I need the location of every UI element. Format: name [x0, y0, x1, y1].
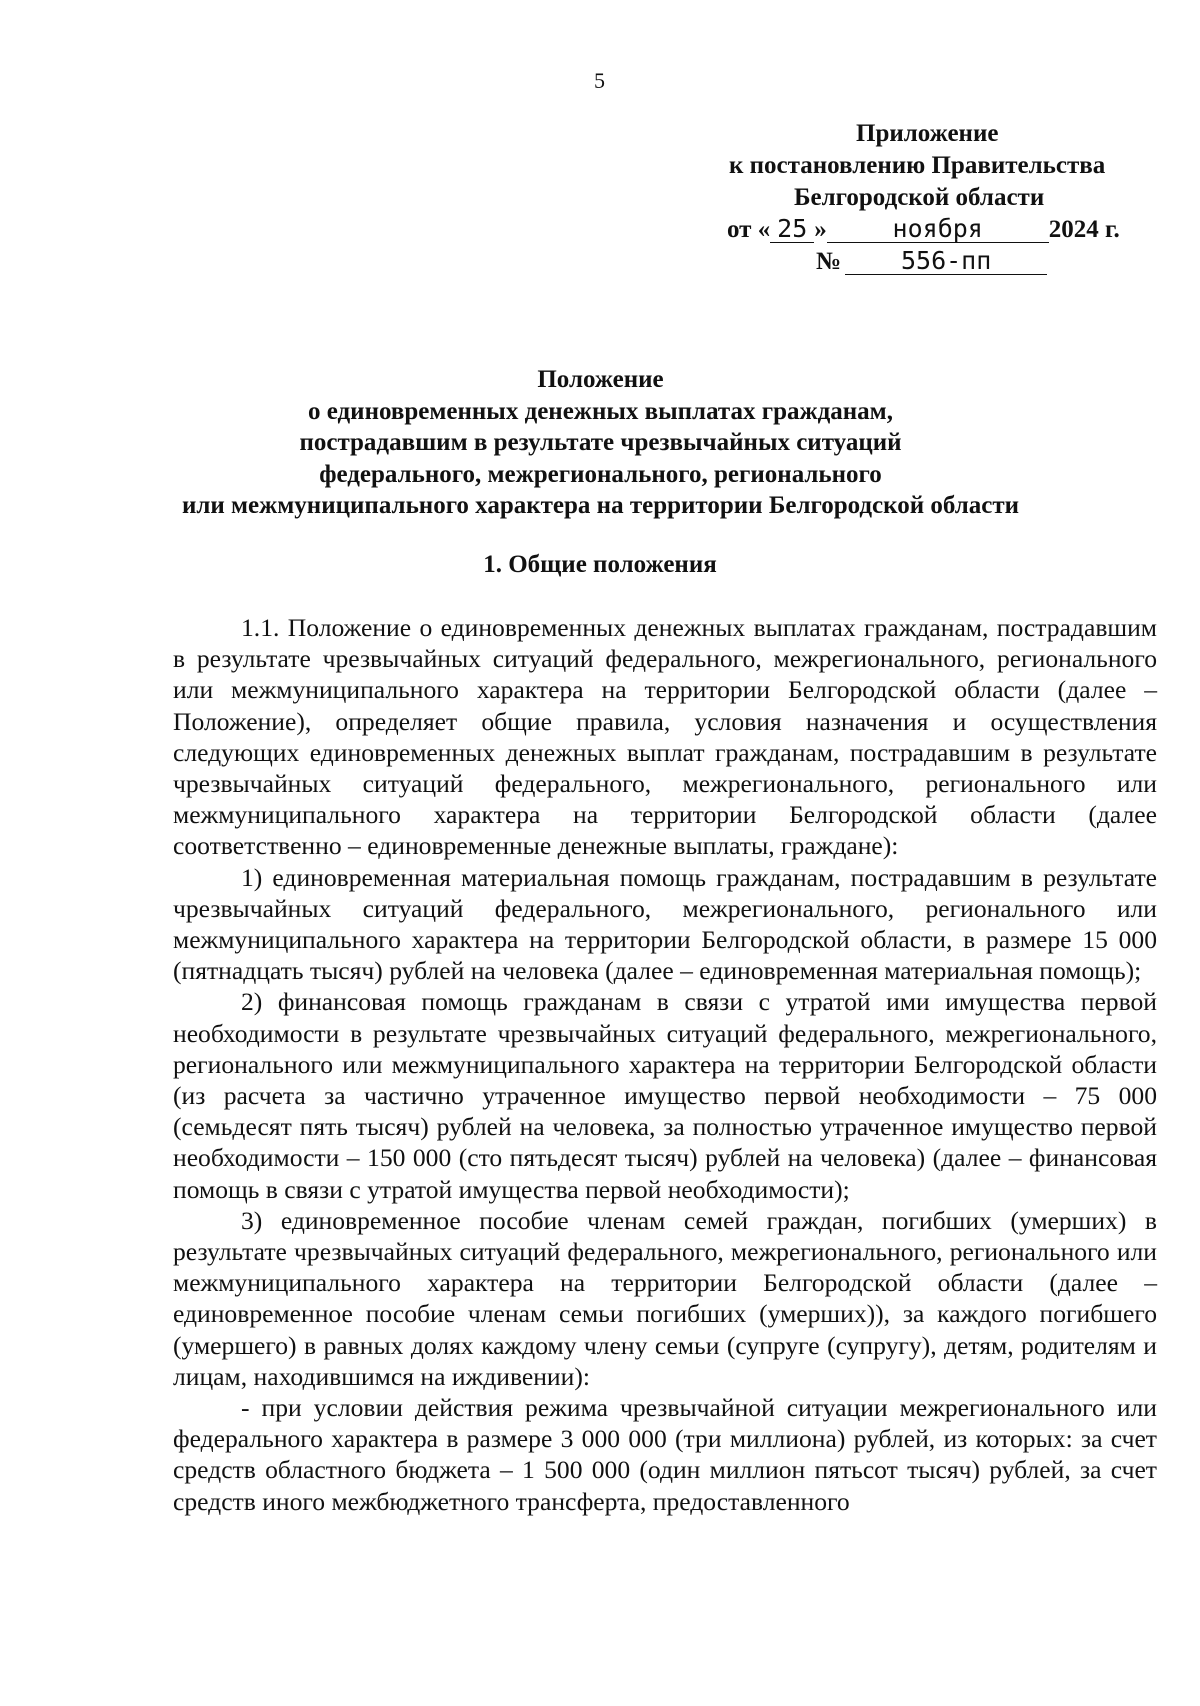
date-month: ноября	[827, 216, 1049, 243]
appendix-title: Приложение	[856, 120, 999, 147]
title-line-3: пострадавшим в результате чрезвычайных ситуаций	[299, 429, 902, 456]
number-value: 556-пп	[845, 248, 1047, 275]
list-item-3: 3) единовременное пособие членам семей граждан, погибших (умерших) в результате чрезвычайных ситуаций федерального, межрегионального, регионального или межмуниципального характера на территории Белгородской области (далее – единовременное пособие членам семьи погибших (умерших)), за каждого погибшего (умершего) в равных долях каждому члену семьи (супруге (супругу), детям, родителям и лицам, находившимся на иждивении):	[173, 1205, 1157, 1391]
list-item-1: 1) единовременная материальная помощь гражданам, пострадавшим в результате чрезвычайных ситуаций федерального, межрегионального, регионального или межмуниципального характера на территории Белгородской области, в размере 15 000 (пятнадцать тысяч) рублей на человека (далее – единовременная материальная помощь);	[173, 862, 1157, 986]
number-label: №	[816, 248, 842, 275]
title-line-5: или межмуниципального характера на территории Белгородской области	[181, 492, 1020, 519]
section-heading: 1. Общие положения	[483, 551, 717, 578]
appendix-line-3: Белгородской области	[794, 184, 1045, 211]
paragraph-1-1: 1.1. Положение о единовременных денежных выплатах гражданам, пострадавшим в результате чрезвычайных ситуаций федерального, межрегионального, регионального или межмуниципального характера на территории Белгородской области (далее – Положение), определяет общие правила, условия назначения и осуществления следующих единовременных денежных выплат гражданам, пострадавшим в результате чрезвычайных ситуаций федерального, межрегионального, регионального или межмуниципального характера на территории Белгородской области (далее соответственно – единовременные денежные выплаты, граждане):	[173, 613, 1157, 861]
date-mid: »	[814, 216, 827, 243]
title-line-4: федерального, межрегионального, регионального	[319, 460, 882, 488]
appendix-date-line	[727, 214, 1120, 246]
document-title	[0, 364, 1200, 522]
date-prefix: от «	[727, 216, 771, 243]
appendix-number-line	[816, 246, 1047, 278]
title-line-2: о единовременных денежных выплатах гражданам,	[308, 397, 893, 425]
date-day: 25	[770, 216, 814, 243]
list-item-2: 2) финансовая помощь гражданам в связи с утратой ими имущества первой необходимости в результате чрезвычайных ситуаций федерального, межрегионального, регионального или межмуниципального характера на территории Белгородской области (из расчета за частично утраченное имущество первой необходимости – 75 000 (семьдесят пять тысяч) рублей на человека, за полностью утраченное имущество первой необходимости – 150 000 (сто пятьдесят тысяч) рублей на человека) (далее – финансовая помощь в связи с утратой имущества первой необходимости);	[173, 987, 1157, 1204]
title-line-1: Положение	[537, 366, 664, 393]
page-number: 5	[594, 68, 605, 93]
appendix-line-2: к постановлению Правительства	[729, 152, 1106, 179]
sub-item-1: - при условии действия режима чрезвычайной ситуации межрегионального или федерального характера в размере 3 000 000 (три миллиона) рублей, из которых: за счет средств областного бюджета – 1 500 000 (один миллион пятьсот тысяч) рублей, за счет средств иного межбюджетного трансферта, предоставленного	[173, 1393, 1157, 1516]
date-year: 2024 г.	[1048, 216, 1120, 243]
document-body	[173, 612, 1157, 1517]
